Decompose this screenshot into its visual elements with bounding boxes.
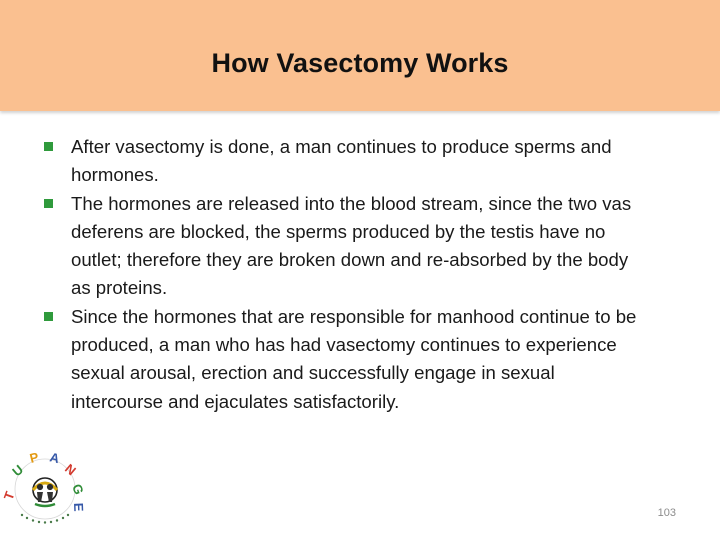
bullet-text: After vasectomy is done, a man continues to produce sperms and hormones. xyxy=(71,136,612,186)
logo-letter-e: E xyxy=(71,502,87,512)
bullet-item xyxy=(44,133,644,190)
square-bullet-icon xyxy=(44,142,53,151)
logo-figure-head-2 xyxy=(47,484,53,490)
logo-letter-p: P xyxy=(28,449,41,466)
title-band xyxy=(0,0,720,111)
logo-letter-g: G xyxy=(69,481,87,497)
bullet-list xyxy=(44,133,644,416)
logo-grass xyxy=(35,504,55,506)
slide-title: How Vasectomy Works xyxy=(211,48,509,78)
bullet-item xyxy=(44,303,644,416)
tupange-logo-icon xyxy=(0,447,87,527)
logo-letter-n: N xyxy=(62,460,79,479)
square-bullet-icon xyxy=(44,312,53,321)
logo-letter-a: A xyxy=(48,449,62,467)
logo-letter-t: T xyxy=(0,489,18,503)
tupange-logo-graphic xyxy=(0,447,87,527)
bullet-item xyxy=(44,190,644,303)
bullet-text: The hormones are released into the blood stream, since the two vas deferens are blocked, the sperms produced by the testis have no outlet; therefore they are broken down and re-absorbed by the body as proteins. xyxy=(71,192,632,299)
page-number: 103 xyxy=(657,507,676,519)
logo-figure-head-1 xyxy=(37,484,43,490)
square-bullet-icon xyxy=(44,199,53,208)
logo-letter-u: U xyxy=(9,461,27,480)
bullet-text: Since the hormones that are responsible for manhood continue to be produced, a man who has had vasectomy continues to experience sexual arousal, erection and successfully engage in sexual intercourse and ejaculates satisfactorily. xyxy=(71,305,637,412)
